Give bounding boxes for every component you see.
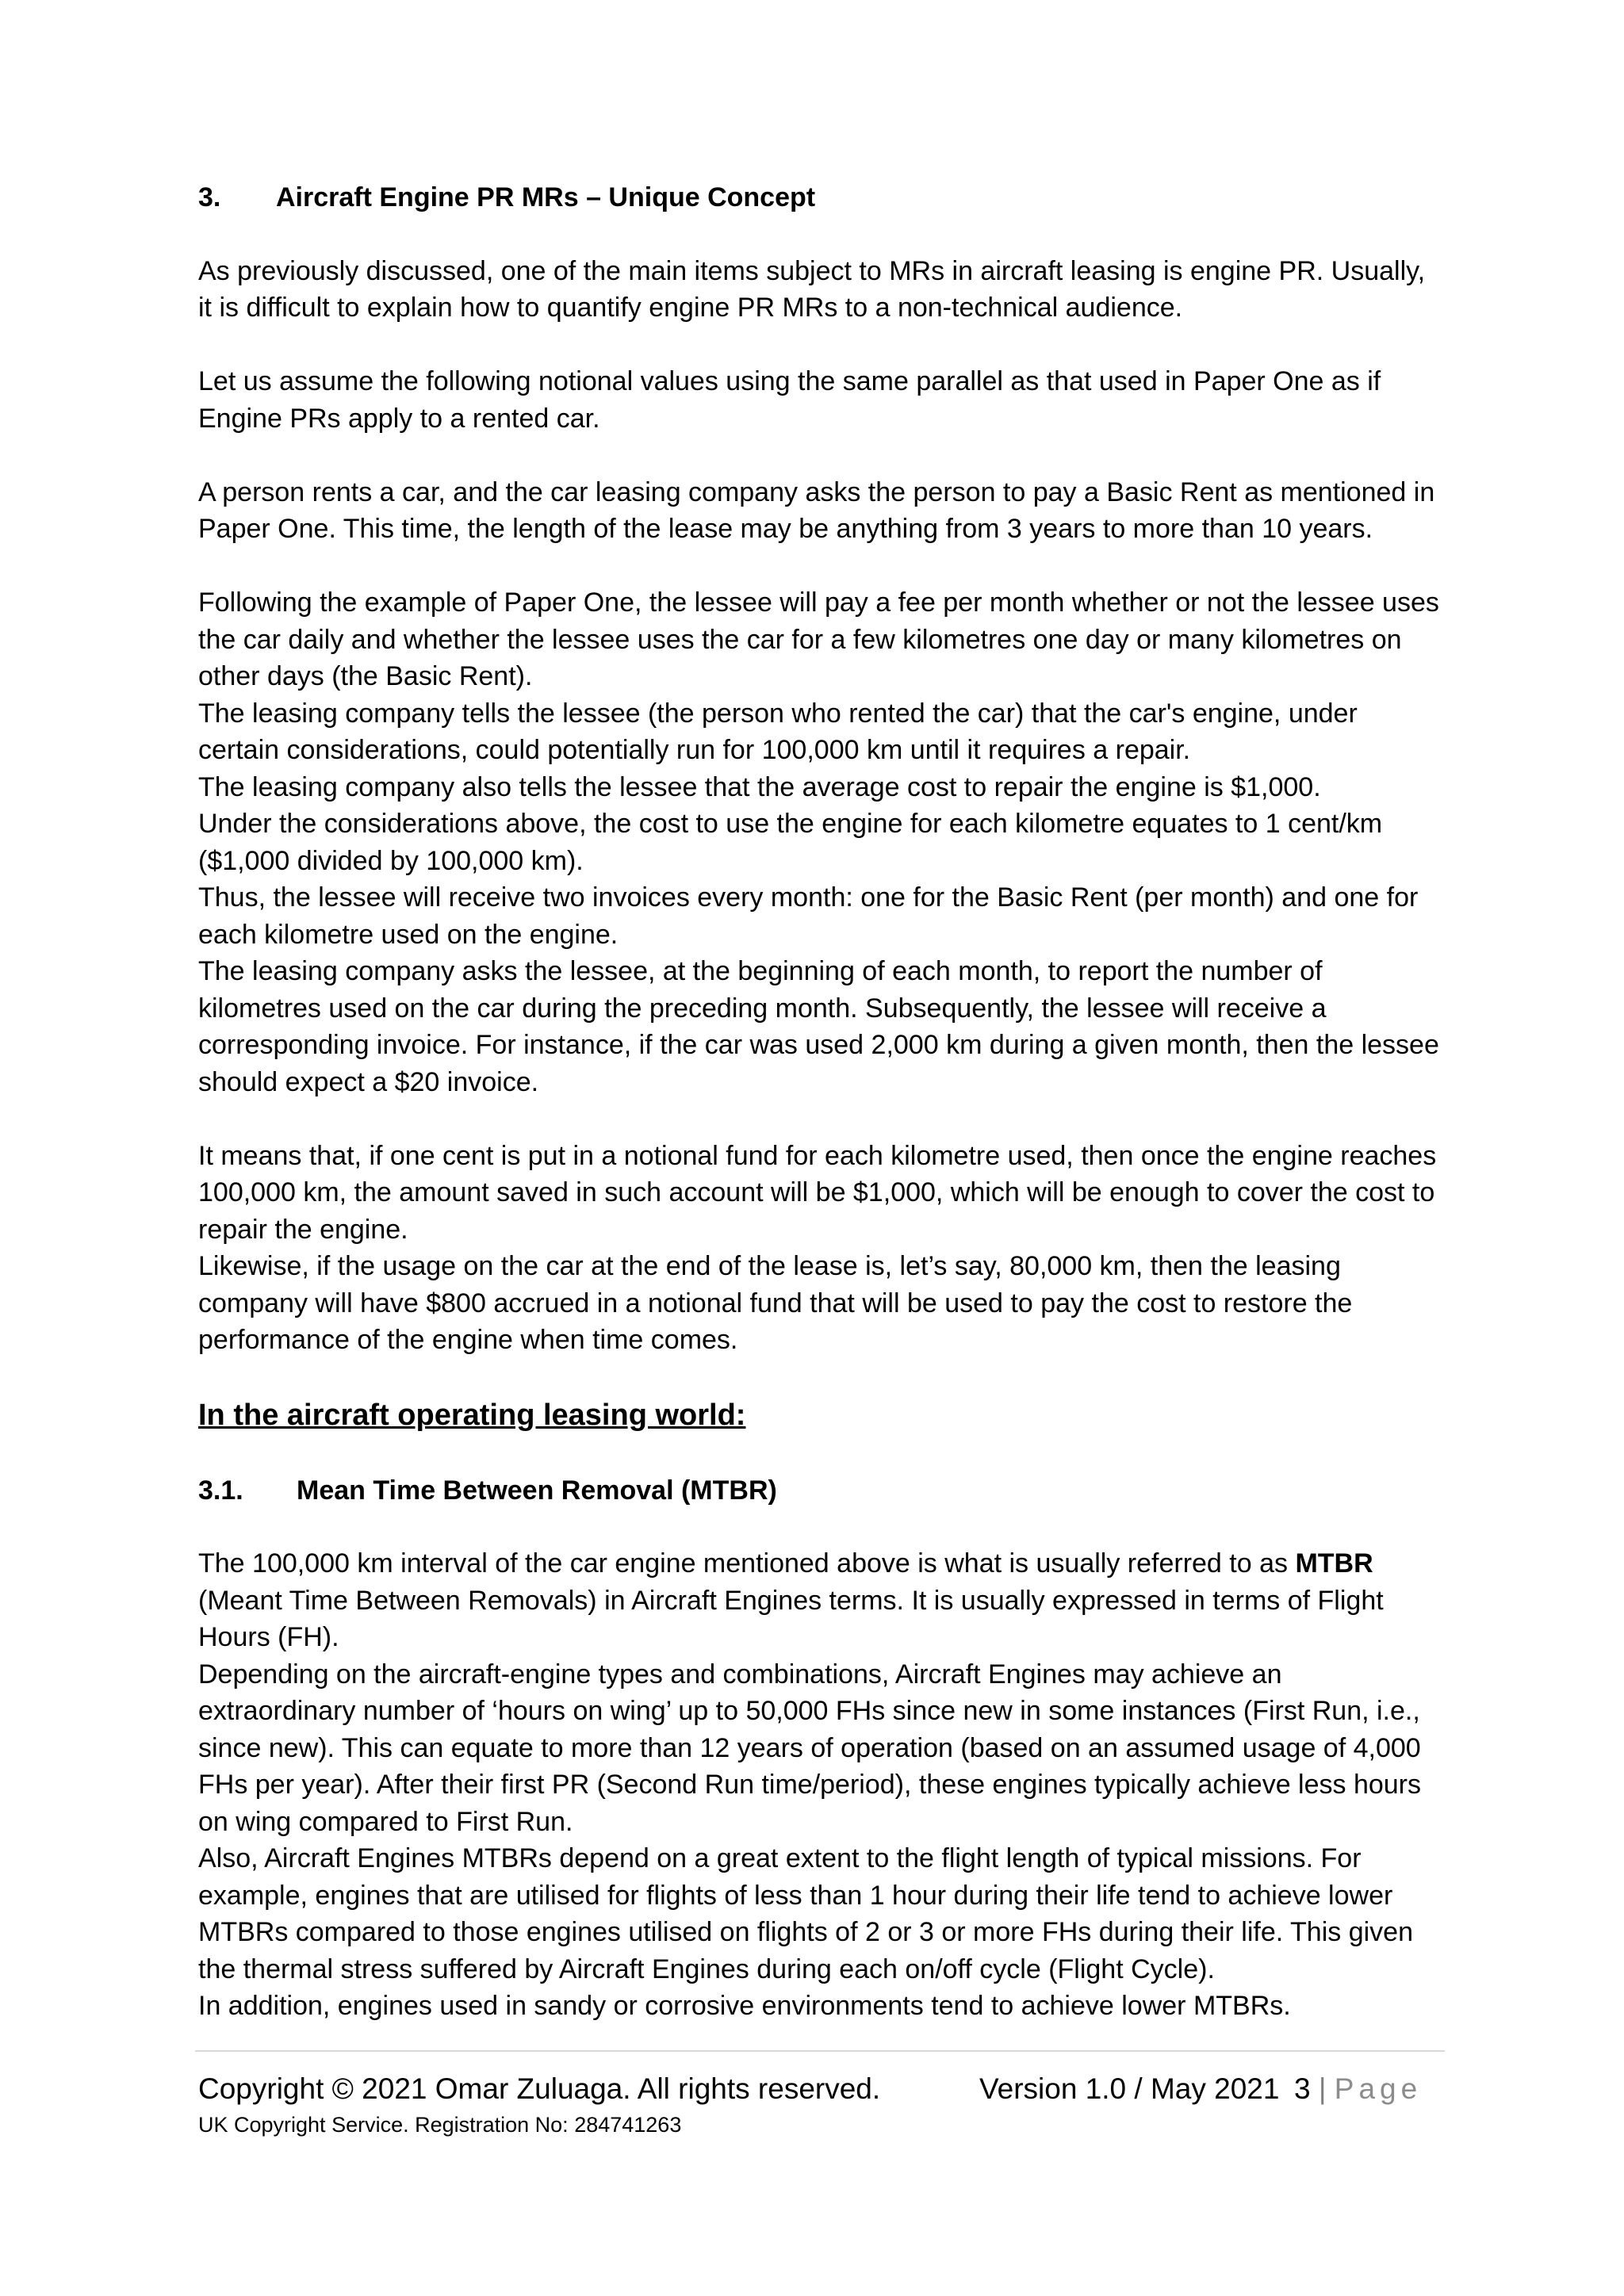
paragraph: As previously discussed, one of the main items subject to MRs in aircraft leasing is engine PR. Usually, it is difficult to explain how to quantify engine PR MRs to a non-technical audience. [198, 255, 1426, 323]
section-number: 3. [198, 182, 221, 212]
footer-page-word: Page [1334, 2072, 1423, 2105]
document-body [198, 179, 1443, 2025]
subsection-title: Mean Time Between Removal (MTBR) [297, 1475, 777, 1506]
paragraph: The leasing company also tells the lessee that the average cost to repair the engine is $1,000. [198, 771, 1321, 802]
paragraph: Let us assume the following notional values using the same parallel as that used in Paper One as if Engine PRs apply to a rented car. [198, 366, 1381, 434]
paragraph: Likewise, if the usage on the car at the end of the lease is, let’s say, 80,000 km, then the leasing company will have $800 accrued in a notional fund that will be used to pay the cost to restore the performance of the engine when time comes. [198, 1251, 1353, 1355]
paragraph: A person rents a car, and the car leasing company asks the person to pay a Basic Rent as mentioned in Paper One. This time, the length of the lease may be anything from 3 years to more than 10 years. [198, 476, 1435, 544]
page-footer [198, 2069, 1443, 2139]
footer-divider [195, 2050, 1445, 2052]
footer-version: Version 1.0 / May 2021 [979, 2072, 1280, 2105]
footer-registration: UK Copyright Service. Registration No: 284741263 [198, 2113, 682, 2137]
mtbr-paragraph [198, 1545, 1443, 1656]
mtbr-text-before: The 100,000 km interval of the car engine mentioned above is what is usually referred to as [198, 1548, 1296, 1578]
subsection-heading [198, 1472, 1443, 1509]
footer-page-number: 3 [1294, 2072, 1311, 2105]
mtbr-bold: MTBR [1295, 1548, 1373, 1578]
mtbr-text-after: (Meant Time Between Removals) in Aircraft Engines terms. It is usually expressed in terms of Flight Hours (FH). [198, 1585, 1384, 1652]
footer-separator: | [1318, 2072, 1327, 2105]
world-heading: In the aircraft operating leasing world: [198, 1399, 746, 1432]
paragraph: The leasing company asks the lessee, at the beginning of each month, to report the number of kilometres used on the car during the preceding month. Subsequently, the lessee will receive a corresponding invoice. For instance, if the car was used 2,000 km during a given month, then the lessee should expect a $20 invoice. [198, 956, 1439, 1097]
paragraph: Thus, the lessee will receive two invoices every month: one for the Basic Rent (per month) and one for each kilometre used on the engine. [198, 882, 1419, 950]
paragraph: Also, Aircraft Engines MTBRs depend on a great extent to the flight length of typical missions. For example, engines that are utilised for flights of less than 1 hour during their life tend to achieve lower MTBRs compared to those engines utilised on flights of 2 or 3 or more FHs during their life. This given the thermal stress suffered by Aircraft Engines during each on/off cycle (Flight Cycle). [198, 1843, 1413, 1984]
paragraph: It means that, if one cent is put in a notional fund for each kilometre used, then once the engine reaches 100,000 km, the amount saved in such account will be $1,000, which will be enough to cover the cost to repair the engine. [198, 1140, 1437, 1245]
subsection-number: 3.1. [198, 1475, 243, 1506]
section-title: Aircraft Engine PR MRs – Unique Concept [276, 182, 816, 212]
footer-copyright: Copyright © 2021 Omar Zuluaga. All rights reserved. [198, 2072, 881, 2105]
paragraph: Under the considerations above, the cost to use the engine for each kilometre equates to 1 cent/km ($1,000 divided by 100,000 km). [198, 809, 1383, 876]
paragraph: Following the example of Paper One, the lessee will pay a fee per month whether or not the lessee uses the car daily and whether the lessee uses the car for a few kilometres one day or many kilometres on other days (the Basic Rent). [198, 587, 1439, 691]
paragraph: Depending on the aircraft-engine types and combinations, Aircraft Engines may achieve an extraordinary number of ‘hours on wing’ up to 50,000 FHs since new in some instances (First Run, i.e., since new). This can equate to more than 12 years of operation (based on an assumed usage of 4,000 FHs per year). After their first PR (Second Run time/period), these engines typically achieve less hours on wing compared to First Run. [198, 1659, 1422, 1837]
section-heading [198, 179, 1443, 216]
paragraph: The leasing company tells the lessee (the person who rented the car) that the car's engine, under certain considerations, could potentially run for 100,000 km until it requires a repair. [198, 698, 1358, 765]
paragraph: In addition, engines used in sandy or corrosive environments tend to achieve lower MTBRs. [198, 1991, 1291, 2021]
